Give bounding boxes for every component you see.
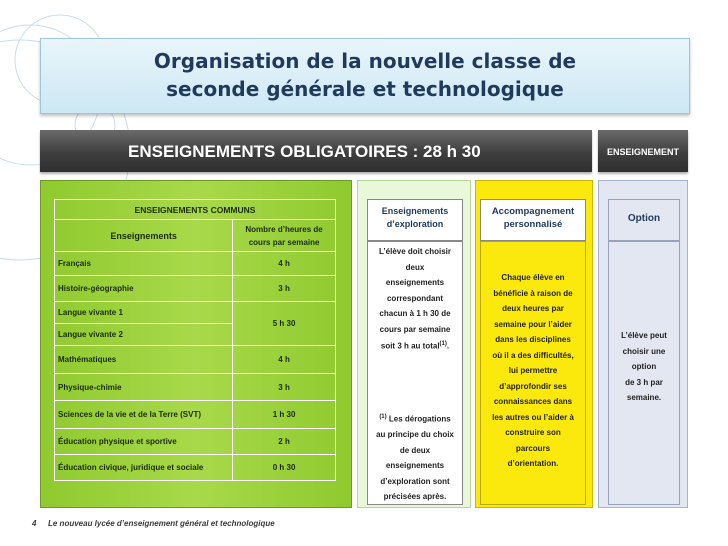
option-line: option	[631, 362, 657, 371]
hours-cell: 0 h 30	[233, 455, 336, 481]
accompagnement-head-1: Accompagnement	[491, 206, 575, 217]
obligatoires-label: ENSEIGNEMENTS OBLIGATOIRES : 28 h 30	[128, 142, 481, 161]
accompagnement-line: deux heures par	[502, 304, 564, 313]
accompagnement-line: bénéficie à raison de	[493, 288, 573, 298]
accompagnement-line: d’orientation.	[507, 459, 559, 468]
table-row	[55, 401, 336, 429]
accompagnement-header-box	[480, 199, 586, 241]
subject-cell: Mathématiques	[55, 346, 233, 374]
table-row	[55, 346, 336, 374]
exploration-note-line: précisées après.	[383, 492, 447, 502]
hours-cell: 1 h 30	[233, 401, 336, 429]
subject-cell: Langue vivante 1	[55, 302, 233, 324]
title-line-1: Organisation de la nouvelle classe de	[153, 49, 577, 73]
subject-cell: Physique-chimie	[55, 374, 233, 401]
option-line: L’élève peut	[621, 331, 667, 340]
footer-text: Le nouveau lycée d’enseignement général et technologique	[48, 519, 275, 528]
subject-cell: Éducation civique, juridique et sociale	[55, 455, 233, 481]
accompagnement-text	[481, 270, 585, 472]
footer	[0, 519, 728, 533]
subject-cell: Histoire-géographie	[55, 276, 233, 302]
footnote-marker: (1)	[439, 341, 447, 347]
obligatoires-header	[40, 130, 592, 172]
exploration-line: cours par semaine	[379, 324, 451, 334]
subject-cell: Éducation physique et sportive	[55, 429, 233, 455]
accompagnement-line: construire son	[505, 428, 561, 437]
optionnel-header	[598, 130, 688, 172]
exploration-head-2: d’exploration	[386, 219, 444, 229]
hours-cell: 3 h	[233, 276, 336, 302]
optionnel-label-1: ENSEIGNEMENT	[606, 147, 679, 157]
table-row	[55, 374, 336, 401]
accompagnement-line: semaine pour l’aider	[494, 319, 572, 329]
title-line-2: seconde générale et technologique	[166, 77, 564, 101]
exploration-line: deux	[405, 262, 425, 272]
exploration-note-line: d’exploration sont	[380, 476, 450, 486]
option-line: choisir une	[622, 346, 666, 356]
accompagnement-line: d’approfondir ses	[499, 381, 567, 391]
hours-cell: 5 h 30	[233, 302, 336, 346]
communs-title: ENSEIGNEMENTS COMMUNS	[55, 200, 336, 220]
table-row	[55, 302, 336, 324]
hours-cell: 4 h	[233, 346, 336, 374]
communs-table	[54, 199, 336, 481]
accompagnement-line: lui permettre	[508, 366, 558, 375]
exploration-note-line: au principe du choix	[376, 430, 454, 440]
table-row	[55, 252, 336, 276]
page-title	[41, 47, 689, 103]
subject-cell: Langue vivante 2	[55, 324, 233, 346]
accompagnement-line: dans les disciplines	[495, 335, 571, 344]
col-hours-line-1: Nombre d’heures de	[245, 224, 323, 234]
option-text	[609, 328, 679, 406]
accompagnement-text-box	[480, 241, 586, 505]
page-number: 4	[32, 519, 37, 528]
option-text-box	[608, 241, 680, 505]
accompagnement-line: Chaque élève en	[501, 273, 565, 282]
subject-cell: Français	[55, 252, 233, 276]
subject-cell: Sciences de la vie et de la Terre (SVT)	[55, 401, 233, 429]
exploration-note	[368, 410, 462, 505]
exploration-header-box	[367, 199, 463, 241]
exploration-line: chacun à 1 h 30 de	[379, 309, 451, 318]
exploration-text-box	[367, 241, 463, 505]
option-line: semaine.	[626, 393, 662, 402]
hours-cell: 3 h	[233, 374, 336, 401]
col-hours-header	[233, 220, 336, 252]
option-line: de 3 h par	[625, 377, 663, 387]
exploration-line: enseignements	[385, 278, 445, 287]
exploration-text	[368, 244, 462, 354]
exploration-head-1: Enseignements	[381, 206, 449, 216]
title-banner	[40, 38, 690, 114]
table-row	[55, 455, 336, 481]
accompagnement-line: parcours	[515, 443, 551, 453]
option-head: Option	[627, 213, 661, 224]
col-hours-line-2: cours par semaine	[248, 237, 320, 247]
accompagnement-head-2: personnalisé	[503, 219, 563, 230]
exploration-line: soit 3 h au total$^{(1)}$.	[380, 341, 450, 351]
accompagnement-line: les autres ou l’aider à	[492, 412, 574, 422]
exploration-note-line: $^{(1)}$ Les dérogations	[379, 414, 451, 424]
accompagnement-line: où il a des difficultés,	[492, 350, 574, 360]
table-row	[55, 276, 336, 302]
exploration-line: L’élève doit choisir	[378, 247, 452, 256]
exploration-note-line: enseignements	[385, 461, 445, 471]
hours-cell: 4 h	[233, 252, 336, 276]
option-header-box	[608, 199, 680, 241]
accompagnement-line: connaissances dans	[493, 397, 573, 406]
exploration-line: correspondant	[386, 293, 443, 303]
table-row	[55, 429, 336, 455]
exploration-note-line: de deux	[399, 445, 431, 455]
col-subject-header: Enseignements	[55, 220, 233, 252]
hours-cell: 2 h	[233, 429, 336, 455]
